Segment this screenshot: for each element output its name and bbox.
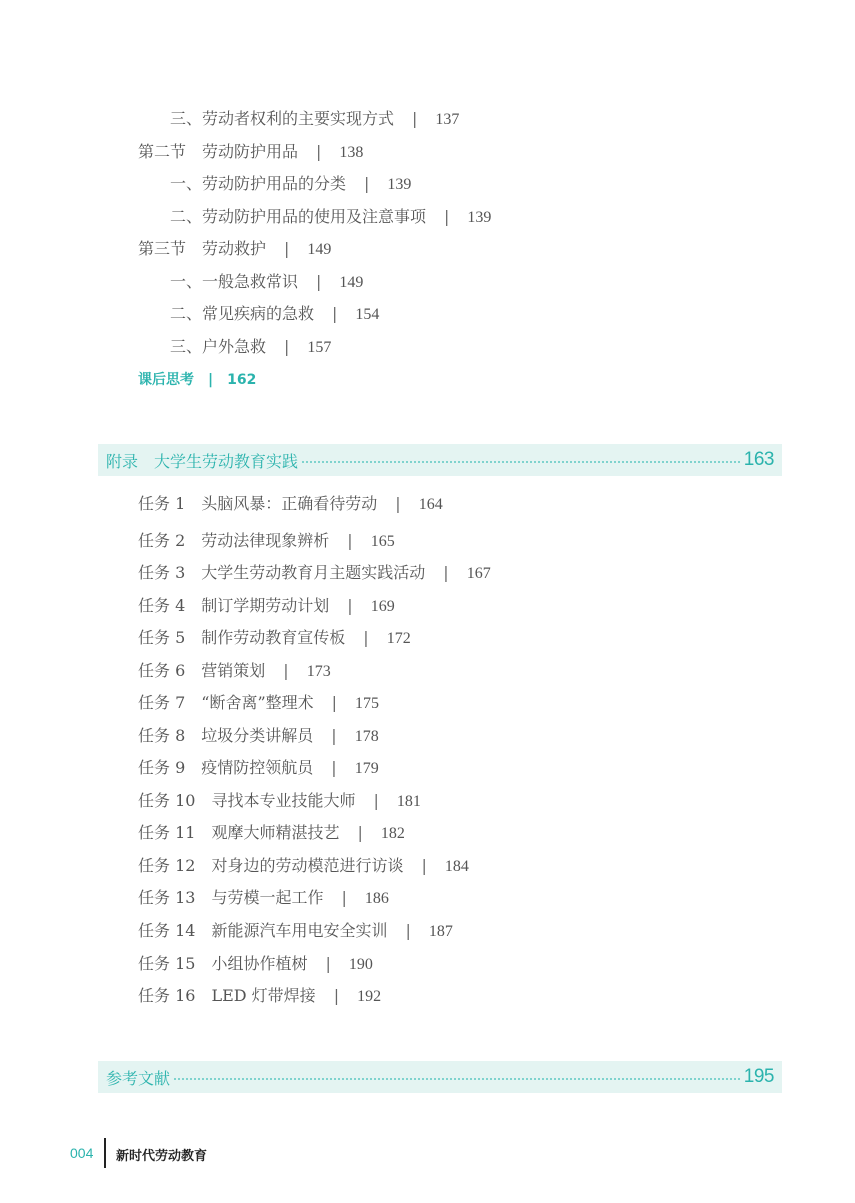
task-page: 178: [354, 728, 379, 745]
separator: |: [373, 791, 379, 810]
task-number: 任务 5: [138, 628, 186, 647]
separator: |: [412, 109, 418, 128]
task-entry[interactable]: [138, 725, 379, 748]
appendix-title: 附录 大学生劳动教育实践: [106, 451, 299, 471]
task-entry[interactable]: [138, 595, 395, 618]
separator: |: [331, 693, 338, 712]
task-title: 寻找本专业技能大师: [211, 791, 356, 810]
task-entry[interactable]: [138, 855, 469, 878]
toc-entry[interactable]: [138, 141, 363, 164]
task-entry[interactable]: [138, 562, 491, 585]
task-number: 任务 11: [138, 823, 196, 842]
task-page: 179: [354, 760, 379, 777]
toc-entry-title: 一、一般急救常识: [170, 272, 299, 291]
task-number: 任务 9: [138, 758, 186, 777]
task-number: 任务 8: [138, 726, 186, 745]
task-page: 175: [355, 695, 380, 712]
separator: |: [364, 174, 370, 193]
dot-leader: [302, 461, 740, 463]
task-entry[interactable]: [138, 920, 453, 943]
task-number: 任务 1: [138, 494, 186, 513]
task-page: 190: [348, 956, 373, 973]
separator: |: [444, 207, 450, 226]
separator: |: [332, 304, 338, 323]
task-page: 181: [396, 793, 421, 810]
separator: |: [357, 823, 363, 842]
separator: |: [443, 563, 449, 582]
task-number: 任务 2: [138, 531, 186, 550]
task-number: 任务 4: [138, 596, 186, 615]
separator: |: [283, 661, 289, 680]
toc-entry-title: 一、劳动防护用品的分类: [170, 174, 347, 193]
separator: |: [395, 494, 401, 513]
task-entry[interactable]: [138, 953, 373, 976]
separator: |: [341, 888, 347, 907]
toc-entry-page: 149: [307, 241, 332, 258]
task-title: 头脑风暴：正确看待劳动: [201, 494, 378, 513]
toc-entry[interactable]: [170, 303, 379, 326]
task-title: 营销策划: [201, 661, 266, 680]
separator: |: [316, 142, 322, 161]
toc-entry[interactable]: [170, 271, 363, 294]
separator: |: [284, 239, 290, 258]
task-page: 184: [444, 858, 469, 875]
task-title: 制订学期劳动计划: [201, 596, 330, 615]
toc-entry-title: 三、劳动者权利的主要实现方式: [170, 109, 395, 128]
toc-entry[interactable]: [170, 336, 331, 359]
dot-leader: [174, 1078, 740, 1080]
task-entry[interactable]: [138, 790, 421, 813]
task-title: LED 灯带焊接: [211, 986, 316, 1005]
separator: |: [208, 372, 214, 388]
task-page: 182: [380, 825, 405, 842]
task-page: 192: [357, 988, 382, 1005]
footer-divider: [104, 1138, 106, 1168]
toc-entry-page: 138: [339, 144, 364, 161]
task-number: 任务 14: [138, 921, 196, 940]
references-title: 参考文献: [106, 1068, 171, 1088]
task-entry[interactable]: [138, 660, 331, 683]
separator: |: [347, 596, 353, 615]
toc-entry-title: 第二节 劳动防护用品: [138, 142, 299, 161]
task-title: 大学生劳动教育月主题实践活动: [201, 563, 426, 582]
separator: |: [331, 726, 337, 745]
toc-entry-title: 二、劳动防护用品的使用及注意事项: [170, 207, 427, 226]
toc-entry-page: 139: [387, 176, 412, 193]
task-page: 187: [428, 923, 453, 940]
task-page: 164: [418, 496, 443, 513]
separator: |: [331, 758, 337, 777]
toc-entry[interactable]: [138, 238, 331, 261]
task-entry[interactable]: [138, 985, 381, 1008]
task-number: 任务 7: [138, 693, 186, 712]
task-page: 165: [370, 533, 395, 550]
separator: |: [421, 856, 427, 875]
appendix-heading[interactable]: [98, 444, 782, 476]
task-title: “断舍离”整理术: [201, 693, 314, 712]
after-class-entry[interactable]: [138, 369, 256, 391]
toc-entry[interactable]: [170, 173, 411, 196]
separator: |: [347, 531, 353, 550]
task-title: 新能源汽车用电安全实训: [211, 921, 388, 940]
separator: |: [325, 954, 331, 973]
task-title: 垃圾分类讲解员: [201, 726, 314, 745]
task-page: 169: [370, 598, 395, 615]
task-page: 186: [364, 890, 389, 907]
task-entry[interactable]: [138, 822, 405, 845]
task-title: 劳动法律现象辨析: [201, 531, 330, 550]
task-number: 任务 15: [138, 954, 196, 973]
task-page: 167: [466, 565, 491, 582]
task-entry[interactable]: [138, 692, 379, 715]
task-title: 制作劳动教育宣传板: [201, 628, 346, 647]
references-page: 195: [743, 1066, 774, 1087]
task-title: 小组协作植树: [211, 954, 308, 973]
after-class-title: 课后思考: [138, 372, 194, 388]
task-title: 疫情防控领航员: [201, 758, 314, 777]
task-number: 任务 3: [138, 563, 186, 582]
task-number: 任务 6: [138, 661, 186, 680]
toc-entry-page: 154: [355, 306, 380, 323]
after-class-page: 162: [227, 372, 257, 388]
toc-entry[interactable]: [170, 206, 491, 229]
separator: |: [363, 628, 369, 647]
toc-entry-title: 第三节 劳动救护: [138, 239, 267, 258]
task-page: 172: [386, 630, 411, 647]
task-number: 任务 10: [138, 791, 196, 810]
task-number: 任务 12: [138, 856, 196, 875]
task-page: 173: [306, 663, 331, 680]
footer-book-title: 新时代劳动教育: [116, 1149, 208, 1164]
task-title: 观摩大师精湛技艺: [211, 823, 340, 842]
task-number: 任务 16: [138, 986, 196, 1005]
task-entry[interactable]: [138, 887, 389, 910]
toc-entry-page: 149: [339, 274, 364, 291]
separator: |: [405, 921, 411, 940]
toc-entry-title: 二、常见疾病的急救: [170, 304, 315, 323]
task-entry[interactable]: [138, 530, 395, 553]
task-entry[interactable]: [138, 757, 379, 780]
task-title: 对身边的劳动模范进行访谈: [211, 856, 404, 875]
separator: |: [316, 272, 322, 291]
appendix-page: 163: [743, 449, 774, 470]
toc-entry-page: 137: [435, 111, 460, 128]
task-number: 任务 13: [138, 888, 196, 907]
separator: |: [284, 337, 290, 356]
task-entry[interactable]: [138, 627, 411, 650]
toc-entry-page: 139: [467, 209, 492, 226]
toc-entry-title: 三、户外急救: [170, 337, 267, 356]
task-entry[interactable]: [138, 493, 443, 516]
separator: |: [333, 986, 340, 1005]
toc-entry[interactable]: [170, 108, 459, 131]
toc-entry-page: 157: [307, 339, 332, 356]
task-title: 与劳模一起工作: [211, 888, 324, 907]
footer-page-number: 004: [70, 1145, 94, 1161]
references-heading[interactable]: [98, 1061, 782, 1093]
